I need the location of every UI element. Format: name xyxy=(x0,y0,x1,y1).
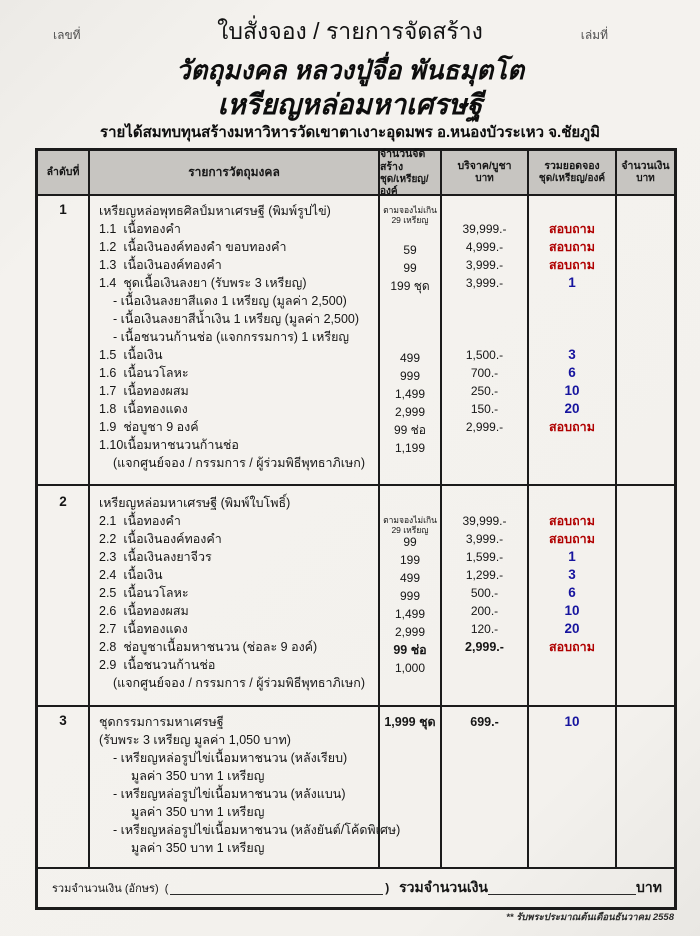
price-value: 700.- xyxy=(470,366,499,380)
amount-blank xyxy=(617,767,674,785)
amount-blank xyxy=(617,713,674,731)
amount-blank xyxy=(617,584,674,602)
reserved-value: สอบถาม xyxy=(549,640,595,654)
price-value xyxy=(442,731,527,749)
made-qty-value xyxy=(380,205,440,223)
made-qty-value: 199 xyxy=(399,553,421,567)
item-line: - เนื้อเงินลงยาสีแดง 1 เหรียญ (มูลค่า 2,500) xyxy=(113,294,347,308)
item-line: (แจกศูนย์จอง / กรรมการ / ผู้ร่วมพิธีพุทธาภิเษก) xyxy=(113,456,366,470)
reserved-value: 20 xyxy=(564,401,580,416)
header-reserved: รวมยอดจอง ชุด/เหรียญ/องค์ xyxy=(529,151,617,194)
item-line: มูลค่า 350 บาท 1 เหรียญ xyxy=(131,805,265,819)
amount-blank xyxy=(617,310,674,328)
reserved-value: 3 xyxy=(568,567,576,582)
price-value xyxy=(442,749,527,767)
amount-blank xyxy=(617,494,674,512)
item-line: 1.10เนื้อมหาชนวนก้านช่อ xyxy=(99,438,239,452)
reserved-value: 10 xyxy=(564,603,580,618)
made-qty-value xyxy=(380,821,440,839)
item-line: เหรียญหล่อมหาเศรษฐี (พิมพ์ใบโพธิ์) xyxy=(99,496,291,510)
reserved-value: สอบถาม xyxy=(549,222,595,236)
amount-blank xyxy=(617,602,674,620)
amount-column xyxy=(617,707,674,867)
made-qty-value: 2,999 xyxy=(394,625,426,639)
item-line: 2.8 ช่อบูชาเนื้อมหาชนวน (ช่อละ 9 องค์) xyxy=(99,640,318,654)
amount-blank xyxy=(617,292,674,310)
price-value: 2,999.- xyxy=(465,420,504,434)
footnote-delivery-date: ** รับพระประมาณต้นเดือนธันวาคม 2558 xyxy=(506,912,674,923)
header-item: รายการวัตถุมงคล xyxy=(90,151,380,194)
price-value: 200.- xyxy=(470,604,499,618)
item-line: 2.9 เนื้อชนวนก้านช่อ xyxy=(99,658,216,672)
made-qty-value: 99 xyxy=(403,261,417,275)
made-qty-value: 1,499 xyxy=(394,387,426,401)
total-amount-blank xyxy=(488,882,636,895)
reserved-value: 3 xyxy=(568,347,576,362)
reserved-value: 20 xyxy=(564,621,580,636)
item-line: - เหรียญหล่อรูปไข่เนื้อมหาชนวน (หลังแบน) xyxy=(113,787,346,801)
amount-column xyxy=(617,486,674,705)
made-qty-value xyxy=(380,749,440,767)
reserved-value: 1 xyxy=(568,275,576,290)
price-value xyxy=(442,494,527,512)
made-qty-value: 99 xyxy=(403,535,417,549)
total-words-blank xyxy=(170,882,383,895)
item-line: - เหรียญหล่อรูปไข่เนื้อมหาชนวน (หลังยันต์/โค้ดพิเศษ) xyxy=(113,823,401,837)
table-section-3 xyxy=(38,707,674,869)
table-section-2 xyxy=(38,486,674,707)
amount-blank xyxy=(617,238,674,256)
baht-label: บาท xyxy=(636,879,662,895)
item-line: 1.2 เนื้อเงินองค์ทองคำ ขอบทองคำ xyxy=(99,240,287,254)
section-number: 3 xyxy=(38,707,90,867)
amount-blank xyxy=(617,785,674,803)
reserved-value xyxy=(529,202,615,220)
made-qty-value xyxy=(380,457,440,475)
price-column xyxy=(442,486,529,705)
price-value: 39,999.- xyxy=(462,222,507,236)
price-value xyxy=(442,656,527,674)
price-value xyxy=(442,292,527,310)
made-qty-value xyxy=(380,677,440,695)
reserved-value: 1 xyxy=(568,549,576,564)
price-value xyxy=(442,310,527,328)
amount-blank xyxy=(617,530,674,548)
price-value: 699.- xyxy=(470,715,499,729)
total-amount-label: รวมจำนวนเงิน xyxy=(395,879,489,895)
reserved-value: สอบถาม xyxy=(549,258,595,272)
price-value: 3,999.- xyxy=(465,532,504,546)
amount-blank xyxy=(617,256,674,274)
item-line: 1.4 ชุดเนื้อเงินลงยา (รับพระ 3 เหรียญ) xyxy=(99,276,307,290)
made-qty-value: 499 xyxy=(399,571,421,585)
amount-blank xyxy=(617,656,674,674)
reserved-column xyxy=(529,486,617,705)
item-line: 2.5 เนื้อนวโลหะ xyxy=(99,586,189,600)
item-line: 2.7 เนื้อทองแดง xyxy=(99,622,188,636)
reserved-value xyxy=(529,821,615,839)
price-value xyxy=(442,785,527,803)
made-qty-value xyxy=(380,223,440,241)
amount-blank xyxy=(617,364,674,382)
amount-blank xyxy=(617,512,674,530)
reserved-value: สอบถาม xyxy=(549,514,595,528)
reserved-value xyxy=(529,656,615,674)
reserved-value xyxy=(529,731,615,749)
made-qty-small-line: ตามจองไม่เกิน xyxy=(383,205,437,215)
book-number-label: เล่มที่ xyxy=(580,28,608,42)
amount-blank xyxy=(617,731,674,749)
price-value: 3,999.- xyxy=(465,276,504,290)
item-line: 2.1 เนื้อทองคำ xyxy=(99,514,181,528)
made-qty-column xyxy=(380,486,442,705)
made-qty-value: 199 ชุด xyxy=(390,279,430,293)
price-value xyxy=(442,328,527,346)
amount-blank xyxy=(617,418,674,436)
amount-blank xyxy=(617,382,674,400)
amount-blank xyxy=(617,220,674,238)
made-qty-column xyxy=(380,707,442,867)
made-qty-value xyxy=(380,494,440,512)
price-column xyxy=(442,196,529,484)
item-line: 1.6 เนื้อนวโลหะ xyxy=(99,366,189,380)
table-section-1 xyxy=(38,196,674,486)
item-line: (รับพระ 3 เหรียญ มูลค่า 1,050 บาท) xyxy=(99,733,291,747)
price-value: 39,999.- xyxy=(462,514,507,528)
price-value: 1,500.- xyxy=(465,348,504,362)
reserved-column xyxy=(529,196,617,484)
item-column xyxy=(90,196,380,484)
title-sacred-objects: วัตถุมงคล หลวงปู่จื่อ พันธมุตโต xyxy=(175,55,525,85)
price-value xyxy=(442,821,527,839)
item-line: 2.6 เนื้อทองผสม xyxy=(99,604,189,618)
reserved-value xyxy=(529,494,615,512)
reserved-value: 6 xyxy=(568,365,576,380)
price-value: 250.- xyxy=(470,384,499,398)
reserved-column xyxy=(529,707,617,867)
reserved-value xyxy=(529,674,615,692)
made-qty-value xyxy=(380,295,440,313)
table-body xyxy=(38,196,674,869)
price-value: 2,999.- xyxy=(465,640,504,654)
reserved-value xyxy=(529,839,615,857)
reserved-value: สอบถาม xyxy=(549,420,595,434)
reserved-value: 6 xyxy=(568,585,576,600)
amount-blank xyxy=(617,202,674,220)
price-value xyxy=(442,839,527,857)
amount-blank xyxy=(617,638,674,656)
form-title: ใบสั่งจอง / รายการจัดสร้าง xyxy=(217,18,483,44)
item-line: 1.3 เนื้อเงินองค์ทองคำ xyxy=(99,258,222,272)
made-qty-value: 1,999 ชุด xyxy=(384,715,436,729)
header-price: บริจาค/บูชา บาท xyxy=(442,151,529,194)
amount-blank xyxy=(617,620,674,638)
made-qty-value xyxy=(380,331,440,349)
price-value: 3,999.- xyxy=(465,258,504,272)
item-line: มูลค่า 350 บาท 1 เหรียญ xyxy=(131,769,265,783)
reserved-value xyxy=(529,767,615,785)
amount-blank xyxy=(617,674,674,692)
price-value xyxy=(442,767,527,785)
made-qty-value: 999 xyxy=(399,589,421,603)
price-value: 1,599.- xyxy=(465,550,504,564)
made-qty-value: 1,199 xyxy=(394,441,426,455)
made-qty-value xyxy=(380,785,440,803)
price-value xyxy=(442,202,527,220)
price-value: 150.- xyxy=(470,402,499,416)
title-proceeds: รายได้สมทบทุนสร้างมหาวิหารวัดเขาตาเงาะอุดมพร อ.หนองบัวระเหว จ.ชัยภูมิ xyxy=(100,124,600,141)
price-column xyxy=(442,707,529,867)
made-qty-value xyxy=(380,313,440,331)
reserved-value xyxy=(529,749,615,767)
price-value: 1,299.- xyxy=(465,568,504,582)
made-qty-value xyxy=(380,767,440,785)
made-qty-small-line: 29 เหรียญ xyxy=(391,525,429,535)
amount-blank xyxy=(617,400,674,418)
reserved-value xyxy=(529,785,615,803)
amount-blank xyxy=(617,548,674,566)
section-number: 2 xyxy=(38,486,90,705)
made-qty-value xyxy=(380,839,440,857)
amount-blank xyxy=(617,839,674,857)
amount-blank xyxy=(617,346,674,364)
amount-blank xyxy=(617,436,674,454)
price-value: 500.- xyxy=(470,586,499,600)
title-coin-name: เหรียญหล่อมหาเศรษฐี xyxy=(217,89,483,120)
reserved-value: สอบถาม xyxy=(549,532,595,546)
item-line: 1.1 เนื้อทองคำ xyxy=(99,222,181,236)
header-amount: จำนวนเงิน บาท xyxy=(621,160,670,184)
amount-blank xyxy=(617,749,674,767)
item-line: 1.7 เนื้อทองผสม xyxy=(99,384,189,398)
amount-blank xyxy=(617,274,674,292)
table-header-row xyxy=(38,147,674,197)
reserved-value: 10 xyxy=(564,383,580,398)
total-words-label: รวมจำนวนเงิน (อักษร) ( xyxy=(52,883,169,895)
made-qty-column xyxy=(380,196,442,484)
price-value: 120.- xyxy=(470,622,499,636)
amount-blank xyxy=(617,328,674,346)
total-words-close: ) xyxy=(385,881,390,895)
amount-blank xyxy=(617,803,674,821)
made-qty-small-line: 29 เหรียญ xyxy=(391,215,429,225)
made-qty-value: 99 ช่อ xyxy=(393,643,427,657)
header-made-qty: จำนวนจัดสร้าง ชุด/เหรียญ/องค์ xyxy=(380,151,442,194)
item-line: 2.3 เนื้อเงินลงยาจีวร xyxy=(99,550,212,564)
made-qty-value: 59 xyxy=(403,243,417,257)
reserved-value xyxy=(529,803,615,821)
made-qty-value xyxy=(380,731,440,749)
reserved-value xyxy=(529,328,615,346)
amount-column xyxy=(617,196,674,484)
reserved-value xyxy=(529,310,615,328)
item-line: (แจกศูนย์จอง / กรรมการ / ผู้ร่วมพิธีพุทธาภิเษก) xyxy=(113,676,366,690)
amount-blank xyxy=(617,821,674,839)
item-line: 1.5 เนื้อเงิน xyxy=(99,348,163,362)
made-qty-value xyxy=(380,515,440,533)
reserved-value xyxy=(529,454,615,472)
item-line: 2.4 เนื้อเงิน xyxy=(99,568,163,582)
price-value xyxy=(442,803,527,821)
reserved-value: 10 xyxy=(564,714,580,729)
made-qty-value xyxy=(380,803,440,821)
made-qty-value: 1,000 xyxy=(394,661,426,675)
doc-number-label: เลขที่ xyxy=(53,28,81,42)
item-line: มูลค่า 350 บาท 1 เหรียญ xyxy=(131,841,265,855)
made-qty-small-line: ตามจองไม่เกิน xyxy=(383,515,437,525)
price-value xyxy=(442,454,527,472)
made-qty-value: 2,999 xyxy=(394,405,426,419)
totals-row xyxy=(38,869,674,907)
section-number: 1 xyxy=(38,196,90,484)
made-qty-value: 499 xyxy=(399,351,421,365)
item-line: ชุดกรรมการมหาเศรษฐี xyxy=(99,715,224,729)
made-qty-value: 1,499 xyxy=(394,607,426,621)
made-qty-value: 99 ช่อ xyxy=(393,423,427,437)
amount-blank xyxy=(617,566,674,584)
item-line: - เนื้อเงินลงยาสีน้ำเงิน 1 เหรียญ (มูลค่า 2,500) xyxy=(113,312,360,326)
price-value: 4,999.- xyxy=(465,240,504,254)
reserved-value: สอบถาม xyxy=(549,240,595,254)
item-line: เหรียญหล่อพุทธศิลป์มหาเศรษฐี (พิมพ์รูปไข่) xyxy=(99,204,331,218)
amount-blank xyxy=(617,454,674,472)
item-line: 2.2 เนื้อเงินองค์ทองคำ xyxy=(99,532,222,546)
item-column xyxy=(90,707,401,867)
item-line: 1.8 เนื้อทองแดง xyxy=(99,402,188,416)
price-value xyxy=(442,674,527,692)
item-line: 1.9 ช่อบูชา 9 องค์ xyxy=(99,420,199,434)
item-line: - เนื้อชนวนก้านช่อ (แจกกรรมการ) 1 เหรียญ xyxy=(113,330,350,344)
header-no: ลำดับที่ xyxy=(38,151,90,194)
reserved-value xyxy=(529,292,615,310)
order-table xyxy=(35,148,677,910)
price-value xyxy=(442,436,527,454)
item-line: - เหรียญหล่อรูปไข่เนื้อมหาชนวน (หลังเรียบ) xyxy=(113,751,348,765)
made-qty-value: 999 xyxy=(399,369,421,383)
item-column xyxy=(90,486,380,705)
reserved-value xyxy=(529,436,615,454)
